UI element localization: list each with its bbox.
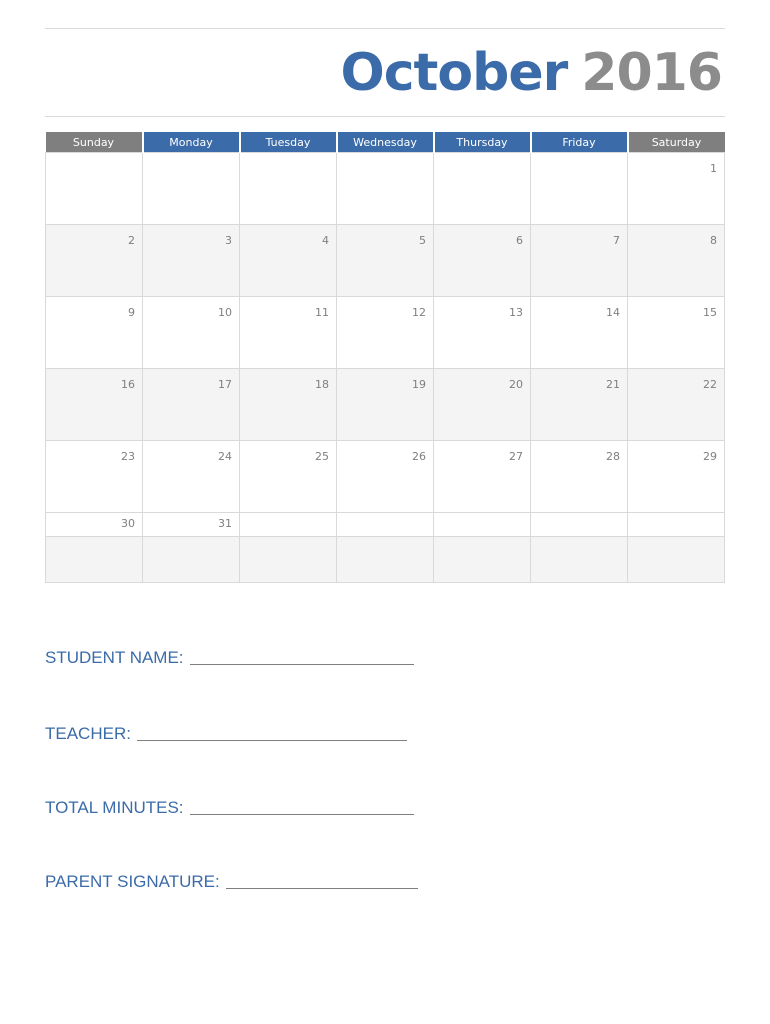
day-cell <box>628 513 725 537</box>
day-cell <box>434 441 531 513</box>
day-cell <box>240 441 337 513</box>
day-number: 3 <box>225 234 232 247</box>
day-cell <box>531 441 628 513</box>
parent-signature-line[interactable] <box>226 888 418 889</box>
day-number: 26 <box>412 450 426 463</box>
day-number: 21 <box>606 378 620 391</box>
day-cell <box>240 225 337 297</box>
day-number: 30 <box>121 517 135 530</box>
day-cell <box>337 441 434 513</box>
day-number <box>337 513 433 517</box>
weekday-wednesday: Wednesday <box>337 132 434 153</box>
day-cell <box>628 441 725 513</box>
day-cell <box>628 153 725 225</box>
day-cell <box>337 369 434 441</box>
day-cell <box>46 225 143 297</box>
day-cell <box>337 537 434 583</box>
day-number <box>240 153 336 162</box>
day-number <box>46 537 142 546</box>
day-number: 4 <box>322 234 329 247</box>
day-cell <box>531 225 628 297</box>
day-number: 16 <box>121 378 135 391</box>
day-cell <box>46 513 143 537</box>
parent-signature-field <box>45 872 418 892</box>
weekday-sunday: Sunday <box>46 132 143 153</box>
day-number <box>628 513 724 517</box>
day-number: 24 <box>218 450 232 463</box>
day-number: 10 <box>218 306 232 319</box>
day-number: 28 <box>606 450 620 463</box>
weekday-thursday: Thursday <box>434 132 531 153</box>
day-cell <box>434 297 531 369</box>
day-cell <box>46 441 143 513</box>
week-row-5 <box>46 441 725 513</box>
day-number: 11 <box>315 306 329 319</box>
day-cell <box>240 153 337 225</box>
day-number <box>143 153 239 162</box>
day-number <box>240 513 336 517</box>
day-number <box>434 153 530 162</box>
day-cell <box>46 537 143 583</box>
day-cell <box>337 513 434 537</box>
day-cell <box>46 153 143 225</box>
day-cell <box>143 369 240 441</box>
day-number <box>46 153 142 162</box>
day-number: 17 <box>218 378 232 391</box>
title-month: October <box>340 43 568 103</box>
total-minutes-label: TOTAL MINUTES: <box>45 798 184 817</box>
day-number: 7 <box>613 234 620 247</box>
title-divider <box>45 116 725 117</box>
day-number: 25 <box>315 450 329 463</box>
day-number: 12 <box>412 306 426 319</box>
parent-signature-label: PARENT SIGNATURE: <box>45 872 220 891</box>
day-number <box>143 537 239 546</box>
day-cell <box>46 369 143 441</box>
day-cell <box>240 297 337 369</box>
day-number: 29 <box>703 450 717 463</box>
week-row-3 <box>46 297 725 369</box>
day-number: 31 <box>218 517 232 530</box>
day-number: 1 <box>710 162 717 175</box>
top-divider <box>45 28 725 29</box>
day-cell <box>531 153 628 225</box>
day-cell <box>434 153 531 225</box>
day-number <box>531 513 627 517</box>
teacher-label: TEACHER: <box>45 724 131 743</box>
weekday-friday: Friday <box>531 132 628 153</box>
week-row-4 <box>46 369 725 441</box>
teacher-line[interactable] <box>137 740 407 741</box>
day-cell <box>531 537 628 583</box>
week-row-6 <box>46 513 725 537</box>
day-cell <box>240 513 337 537</box>
student-name-label: STUDENT NAME: <box>45 648 184 667</box>
day-number <box>337 153 433 162</box>
day-cell <box>143 441 240 513</box>
teacher-field <box>45 724 407 744</box>
day-number: 19 <box>412 378 426 391</box>
week-row-2 <box>46 225 725 297</box>
day-number <box>628 537 724 546</box>
page-title <box>341 38 722 108</box>
day-number: 6 <box>516 234 523 247</box>
day-number: 22 <box>703 378 717 391</box>
total-minutes-field <box>45 798 414 818</box>
day-number: 14 <box>606 306 620 319</box>
day-cell <box>337 297 434 369</box>
day-cell <box>240 537 337 583</box>
day-number: 9 <box>128 306 135 319</box>
weekday-saturday: Saturday <box>628 132 725 153</box>
student-name-field <box>45 648 414 668</box>
day-cell <box>143 513 240 537</box>
day-cell <box>143 225 240 297</box>
day-cell <box>337 225 434 297</box>
weekday-monday: Monday <box>143 132 240 153</box>
day-cell <box>46 297 143 369</box>
week-row-1 <box>46 153 725 225</box>
day-cell <box>434 369 531 441</box>
day-number <box>531 153 627 162</box>
day-number <box>337 537 433 546</box>
weekday-header-row <box>46 132 725 153</box>
day-cell <box>628 297 725 369</box>
day-number <box>434 513 530 517</box>
day-cell <box>143 297 240 369</box>
day-cell <box>434 537 531 583</box>
calendar-grid <box>45 132 725 583</box>
day-cell <box>434 513 531 537</box>
day-number: 8 <box>710 234 717 247</box>
title-year: 2016 <box>581 43 722 103</box>
day-number: 2 <box>128 234 135 247</box>
day-cell <box>628 537 725 583</box>
day-number: 23 <box>121 450 135 463</box>
day-number: 15 <box>703 306 717 319</box>
day-cell <box>531 369 628 441</box>
day-cell <box>143 153 240 225</box>
day-cell <box>531 297 628 369</box>
day-number: 13 <box>509 306 523 319</box>
week-row-7 <box>46 537 725 583</box>
weekday-tuesday: Tuesday <box>240 132 337 153</box>
day-number <box>434 537 530 546</box>
day-cell <box>240 369 337 441</box>
day-cell <box>434 225 531 297</box>
day-number: 27 <box>509 450 523 463</box>
student-name-line[interactable] <box>190 664 414 665</box>
total-minutes-line[interactable] <box>190 814 414 815</box>
day-number: 20 <box>509 378 523 391</box>
day-number <box>531 537 627 546</box>
day-cell <box>143 537 240 583</box>
day-cell <box>628 369 725 441</box>
day-number <box>240 537 336 546</box>
day-number: 18 <box>315 378 329 391</box>
day-cell <box>628 225 725 297</box>
day-cell <box>337 153 434 225</box>
day-cell <box>531 513 628 537</box>
day-number: 5 <box>419 234 426 247</box>
